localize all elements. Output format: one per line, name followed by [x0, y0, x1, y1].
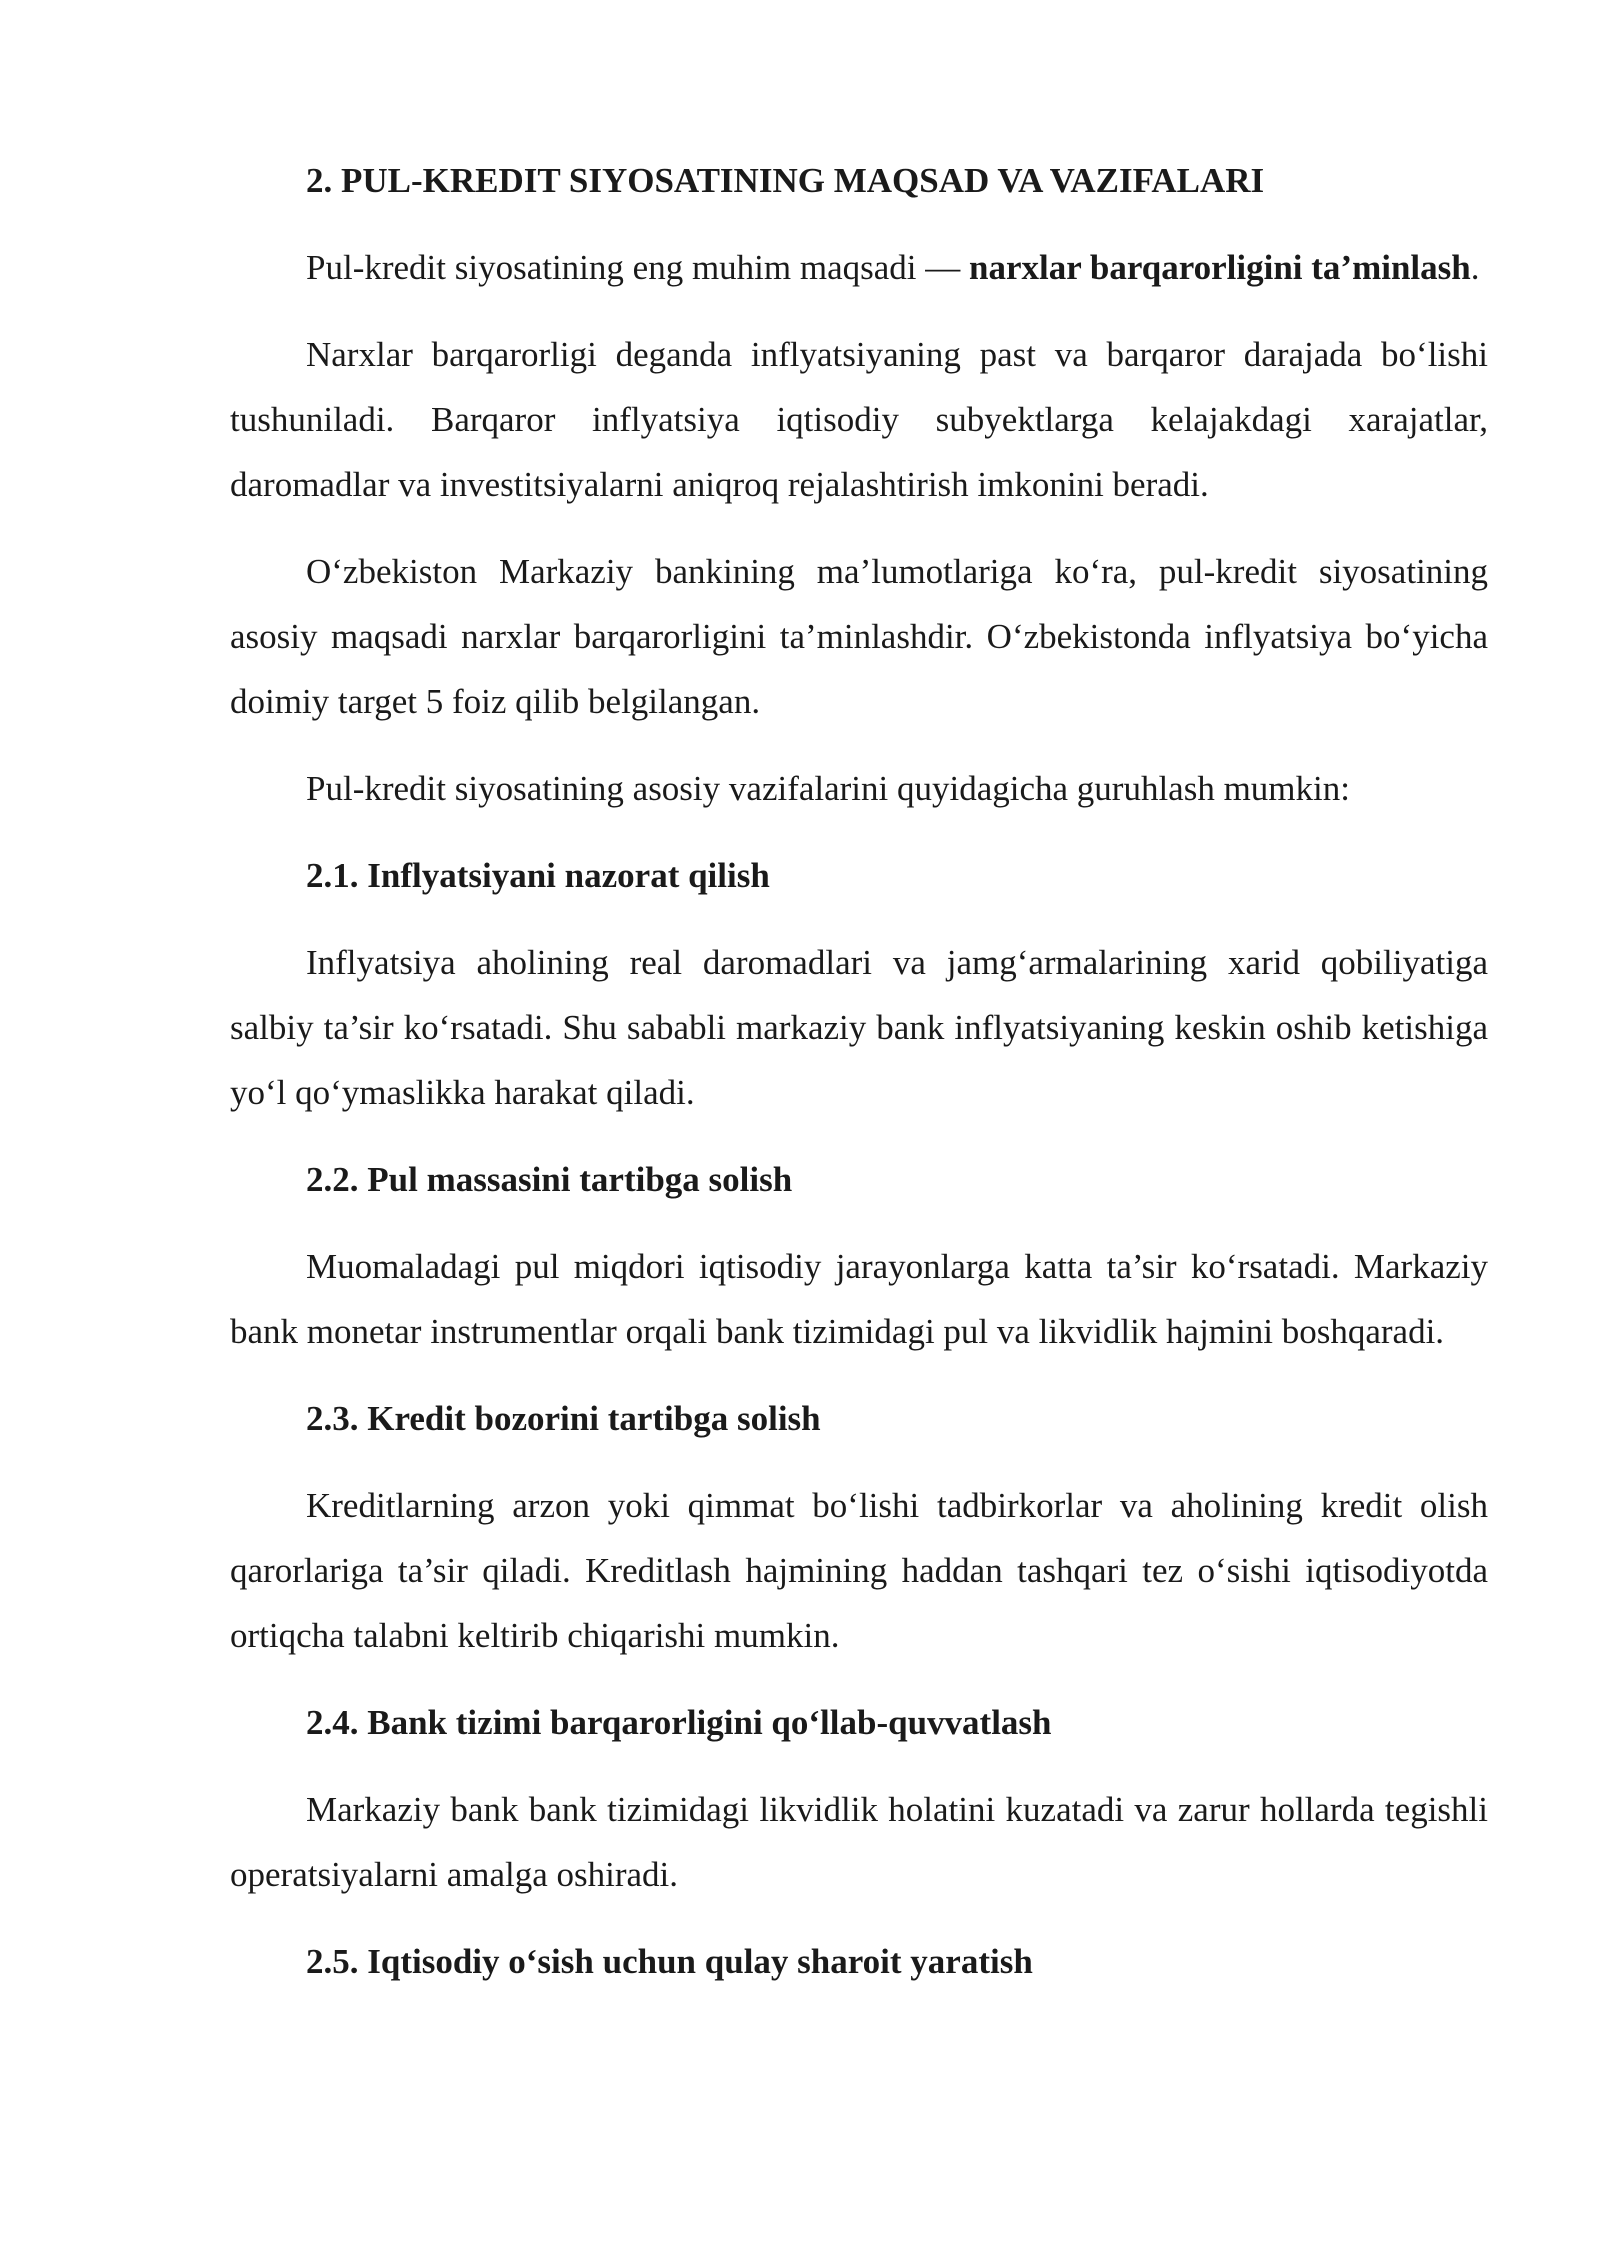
section-heading: 2.3. Kredit bozorini tartibga solish [306, 1399, 821, 1438]
section-paragraph: Kreditlarning arzon yoki qimmat bo‘lishi tadbirkorlar va aholining kredit olish qarorlariga ta’sir qiladi. Kreditlash hajmining haddan tashqari tez o‘sishi iqtisodiyotda ortiqcha talabni keltirib chiqarishi mumkin. [230, 1486, 1488, 1655]
section-paragraph: Inflyatsiya aholining real daromadlari va jamg‘armalarining xarid qobiliyatiga salbiy ta’sir ko‘rsatadi. Shu sababli markaziy bank inflyatsiyaning keskin oshib ketishiga yo‘l qo‘ymaslikka harakat qiladi. [230, 943, 1488, 1112]
section-heading: 2.5. Iqtisodiy o‘sish uchun qulay sharoit yaratish [306, 1942, 1033, 1981]
paragraph-central-bank: O‘zbekiston Markaziy bankining ma’lumotlariga ko‘ra, pul-kredit siyosatining asosiy maqsadi narxlar barqarorligini ta’minlashdir. O‘zbekistonda inflyatsiya bo‘yicha doimiy target 5 foiz qilib belgilangan. [230, 552, 1488, 721]
document-body [230, 148, 1488, 1994]
section-heading: 2.2. Pul massasini tartibga solish [306, 1160, 793, 1199]
section-heading: 2.1. Inflyatsiyani nazorat qilish [306, 856, 770, 895]
paragraph-tasks-intro: Pul-kredit siyosatining asosiy vazifalarini quyidagicha guruhlash mumkin: [306, 769, 1350, 808]
intro-emphasis: narxlar barqarorligini ta’minlash [969, 248, 1471, 287]
intro-end: . [1470, 248, 1480, 287]
section-heading: 2.4. Bank tizimi barqarorligini qo‘llab-quvvatlash [306, 1703, 1052, 1742]
paragraph-price-stability: Narxlar barqarorligi deganda inflyatsiyaning past va barqaror darajada bo‘lishi tushuniladi. Barqaror inflyatsiya iqtisodiy subyektlarga kelajakdagi xarajatlar, daromadlar va investitsiyalarni aniqroq rejalashtirish imkonini beradi. [230, 335, 1488, 504]
section-paragraph: Markaziy bank bank tizimidagi likvidlik holatini kuzatadi va zarur hollarda tegishli operatsiyalarni amalga oshiradi. [230, 1790, 1488, 1894]
intro-text: Pul-kredit siyosatining eng muhim maqsadi — [306, 248, 970, 287]
chapter-title: 2. PUL-KREDIT SIYOSATINING MAQSAD VA VAZIFALARI [306, 161, 1265, 200]
intro-paragraph [230, 235, 1488, 300]
section-paragraph: Muomaladagi pul miqdori iqtisodiy jarayonlarga katta ta’sir ko‘rsatadi. Markaziy bank monetar instrumentlar orqali bank tizimidagi pul va likvidlik hajmini boshqaradi. [230, 1247, 1488, 1351]
